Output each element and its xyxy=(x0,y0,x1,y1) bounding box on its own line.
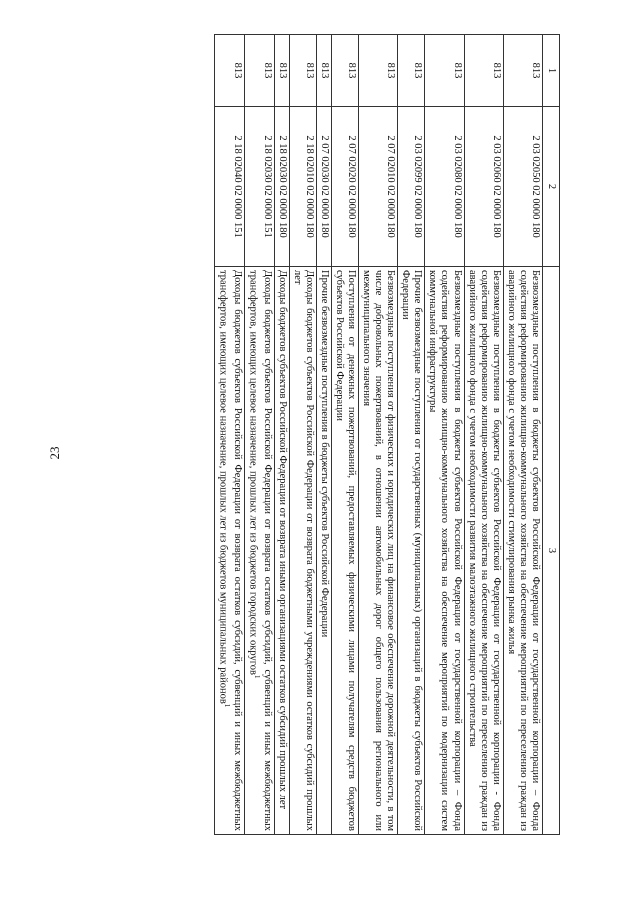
admin-code-cell: 813 xyxy=(464,35,503,107)
column-header-1: 1 xyxy=(542,35,559,107)
revenue-description-cell xyxy=(359,267,398,835)
revenue-description-cell xyxy=(274,267,289,835)
table-row xyxy=(215,35,245,835)
revenue-description-cell xyxy=(215,267,245,835)
admin-code-cell: 813 xyxy=(215,35,245,107)
admin-code-cell: 813 xyxy=(425,35,464,107)
revenue-description-text: Доходы бюджетов субъектов Российской Федерации от возврата остатков субсидий, субвенций и иных межбюджетных трансфертов, имеющих целевое назначение, прошлых лет из бюджетов городских округов xyxy=(247,270,273,831)
table-body xyxy=(215,35,543,835)
revenue-description-cell xyxy=(331,267,358,835)
page-number: 23 xyxy=(47,446,62,460)
revenue-description-cell xyxy=(425,267,464,835)
revenue-description-cell xyxy=(316,267,331,835)
revenue-code-cell: 2 03 02050 02 0000 180 xyxy=(503,107,542,267)
revenue-codes-table xyxy=(214,34,560,835)
revenue-code-cell: 2 07 02020 02 0000 180 xyxy=(331,107,358,267)
table-row xyxy=(398,35,425,835)
revenue-description-text: Безвозмездные поступления в бюджеты субъектов Российской Федерации от государственной корпорации – Фонда содействия реформированию жилищно-коммунального хозяйства на обеспечение мероприятий по модернизации систем коммунальной инфраструктуры xyxy=(427,270,463,831)
revenue-code-cell: 2 03 02060 02 0000 180 xyxy=(464,107,503,267)
footnote-mark: 1 xyxy=(223,703,231,708)
column-header-3: 3 xyxy=(542,267,559,835)
revenue-code-cell: 2 18 02030 02 0000 180 xyxy=(274,107,289,267)
revenue-description-text: Безвозмездные поступления в бюджеты субъектов Российской Федерации от государственной корпорации – Фонда содействия реформированию жилищно-коммунального хозяйства на обеспечение мероприятий по переселению граждан из аварийного жилищного фонда с учетом необходимости стимулирования рынка жилья xyxy=(505,270,541,831)
table-row xyxy=(245,35,275,835)
revenue-description-text: Доходы бюджетов субъектов Российской Федерации от возврата иными организациями остатков субсидий прошлых лет xyxy=(276,270,288,810)
admin-code-cell: 813 xyxy=(331,35,358,107)
revenue-code-cell: 2 03 02099 02 0000 180 xyxy=(398,107,425,267)
admin-code-cell: 813 xyxy=(503,35,542,107)
admin-code-cell: 813 xyxy=(245,35,275,107)
footnote-mark: 1 xyxy=(252,674,261,679)
admin-code-cell: 813 xyxy=(398,35,425,107)
revenue-code-cell: 2 18 02030 02 0000 151 xyxy=(245,107,275,267)
table-row xyxy=(359,35,398,835)
revenue-description-cell xyxy=(289,267,316,835)
table-row xyxy=(316,35,331,835)
table-row xyxy=(503,35,542,835)
revenue-description-cell xyxy=(464,267,503,835)
admin-code-cell: 813 xyxy=(289,35,316,107)
admin-code-cell: 813 xyxy=(316,35,331,107)
revenue-description-text: Поступления от денежных пожертвований, предоставляемых физическими лицами получателям средств бюджетов субъектов Российской Федерации xyxy=(334,270,358,831)
table-row xyxy=(274,35,289,835)
column-header-2: 2 xyxy=(542,107,559,267)
revenue-description-text: Прочие безвозмездные поступления в бюджеты субъектов Российской Федерации xyxy=(318,270,330,638)
revenue-code-cell: 2 03 02080 02 0000 180 xyxy=(425,107,464,267)
table-row xyxy=(289,35,316,835)
revenue-description-text: Доходы бюджетов субъектов Российской Федерации от возврата остатков субсидий, субвенций и иных межбюджетных трансфертов, имеющих целевое назначение, прошлых лет из бюджетов муниципальных районов xyxy=(217,270,244,831)
table-row xyxy=(464,35,503,835)
table-row xyxy=(425,35,464,835)
revenue-code-cell: 2 07 02030 02 0000 180 xyxy=(316,107,331,267)
revenue-code-cell: 2 18 02040 02 0000 151 xyxy=(215,107,245,267)
revenue-description-text: Прочие безвозмездные поступления от государственных (муниципальных) организаций в бюджеты субъектов Российской Федерации xyxy=(400,270,424,831)
admin-code-cell: 813 xyxy=(274,35,289,107)
table-row xyxy=(331,35,358,835)
revenue-description-cell xyxy=(398,267,425,835)
revenue-description-text: Безвозмездные поступления в бюджеты субъектов Российской Федерации от государственной корпорации - Фонда содействия реформированию жилищно-коммунального хозяйства на обеспечение мероприятий по переселению граждан из аварийного жилищного фонда с учетом необходимости развития малоэтажного жилищного строительства xyxy=(466,270,502,831)
table-header-row xyxy=(542,35,559,835)
revenue-description-cell xyxy=(503,267,542,835)
admin-code-cell: 813 xyxy=(359,35,398,107)
revenue-description-text: Безвозмездные поступления от физических и юридических лиц на финансовое обеспечение дорожной деятельности, в том числе добровольных пожертвований, в отношении автомобильных дорог общего пользования регионального или межмуниципального значения xyxy=(361,270,397,831)
revenue-description-text: Доходы бюджетов субъектов Российской Федерации от возврата бюджетными учреждениями остатков субсидий прошлых лет xyxy=(291,270,315,831)
revenue-codes-table-container xyxy=(70,34,560,834)
revenue-description-cell xyxy=(245,267,275,835)
revenue-code-cell: 2 07 02010 02 0000 180 xyxy=(359,107,398,267)
revenue-code-cell: 2 18 02010 02 0000 180 xyxy=(289,107,316,267)
